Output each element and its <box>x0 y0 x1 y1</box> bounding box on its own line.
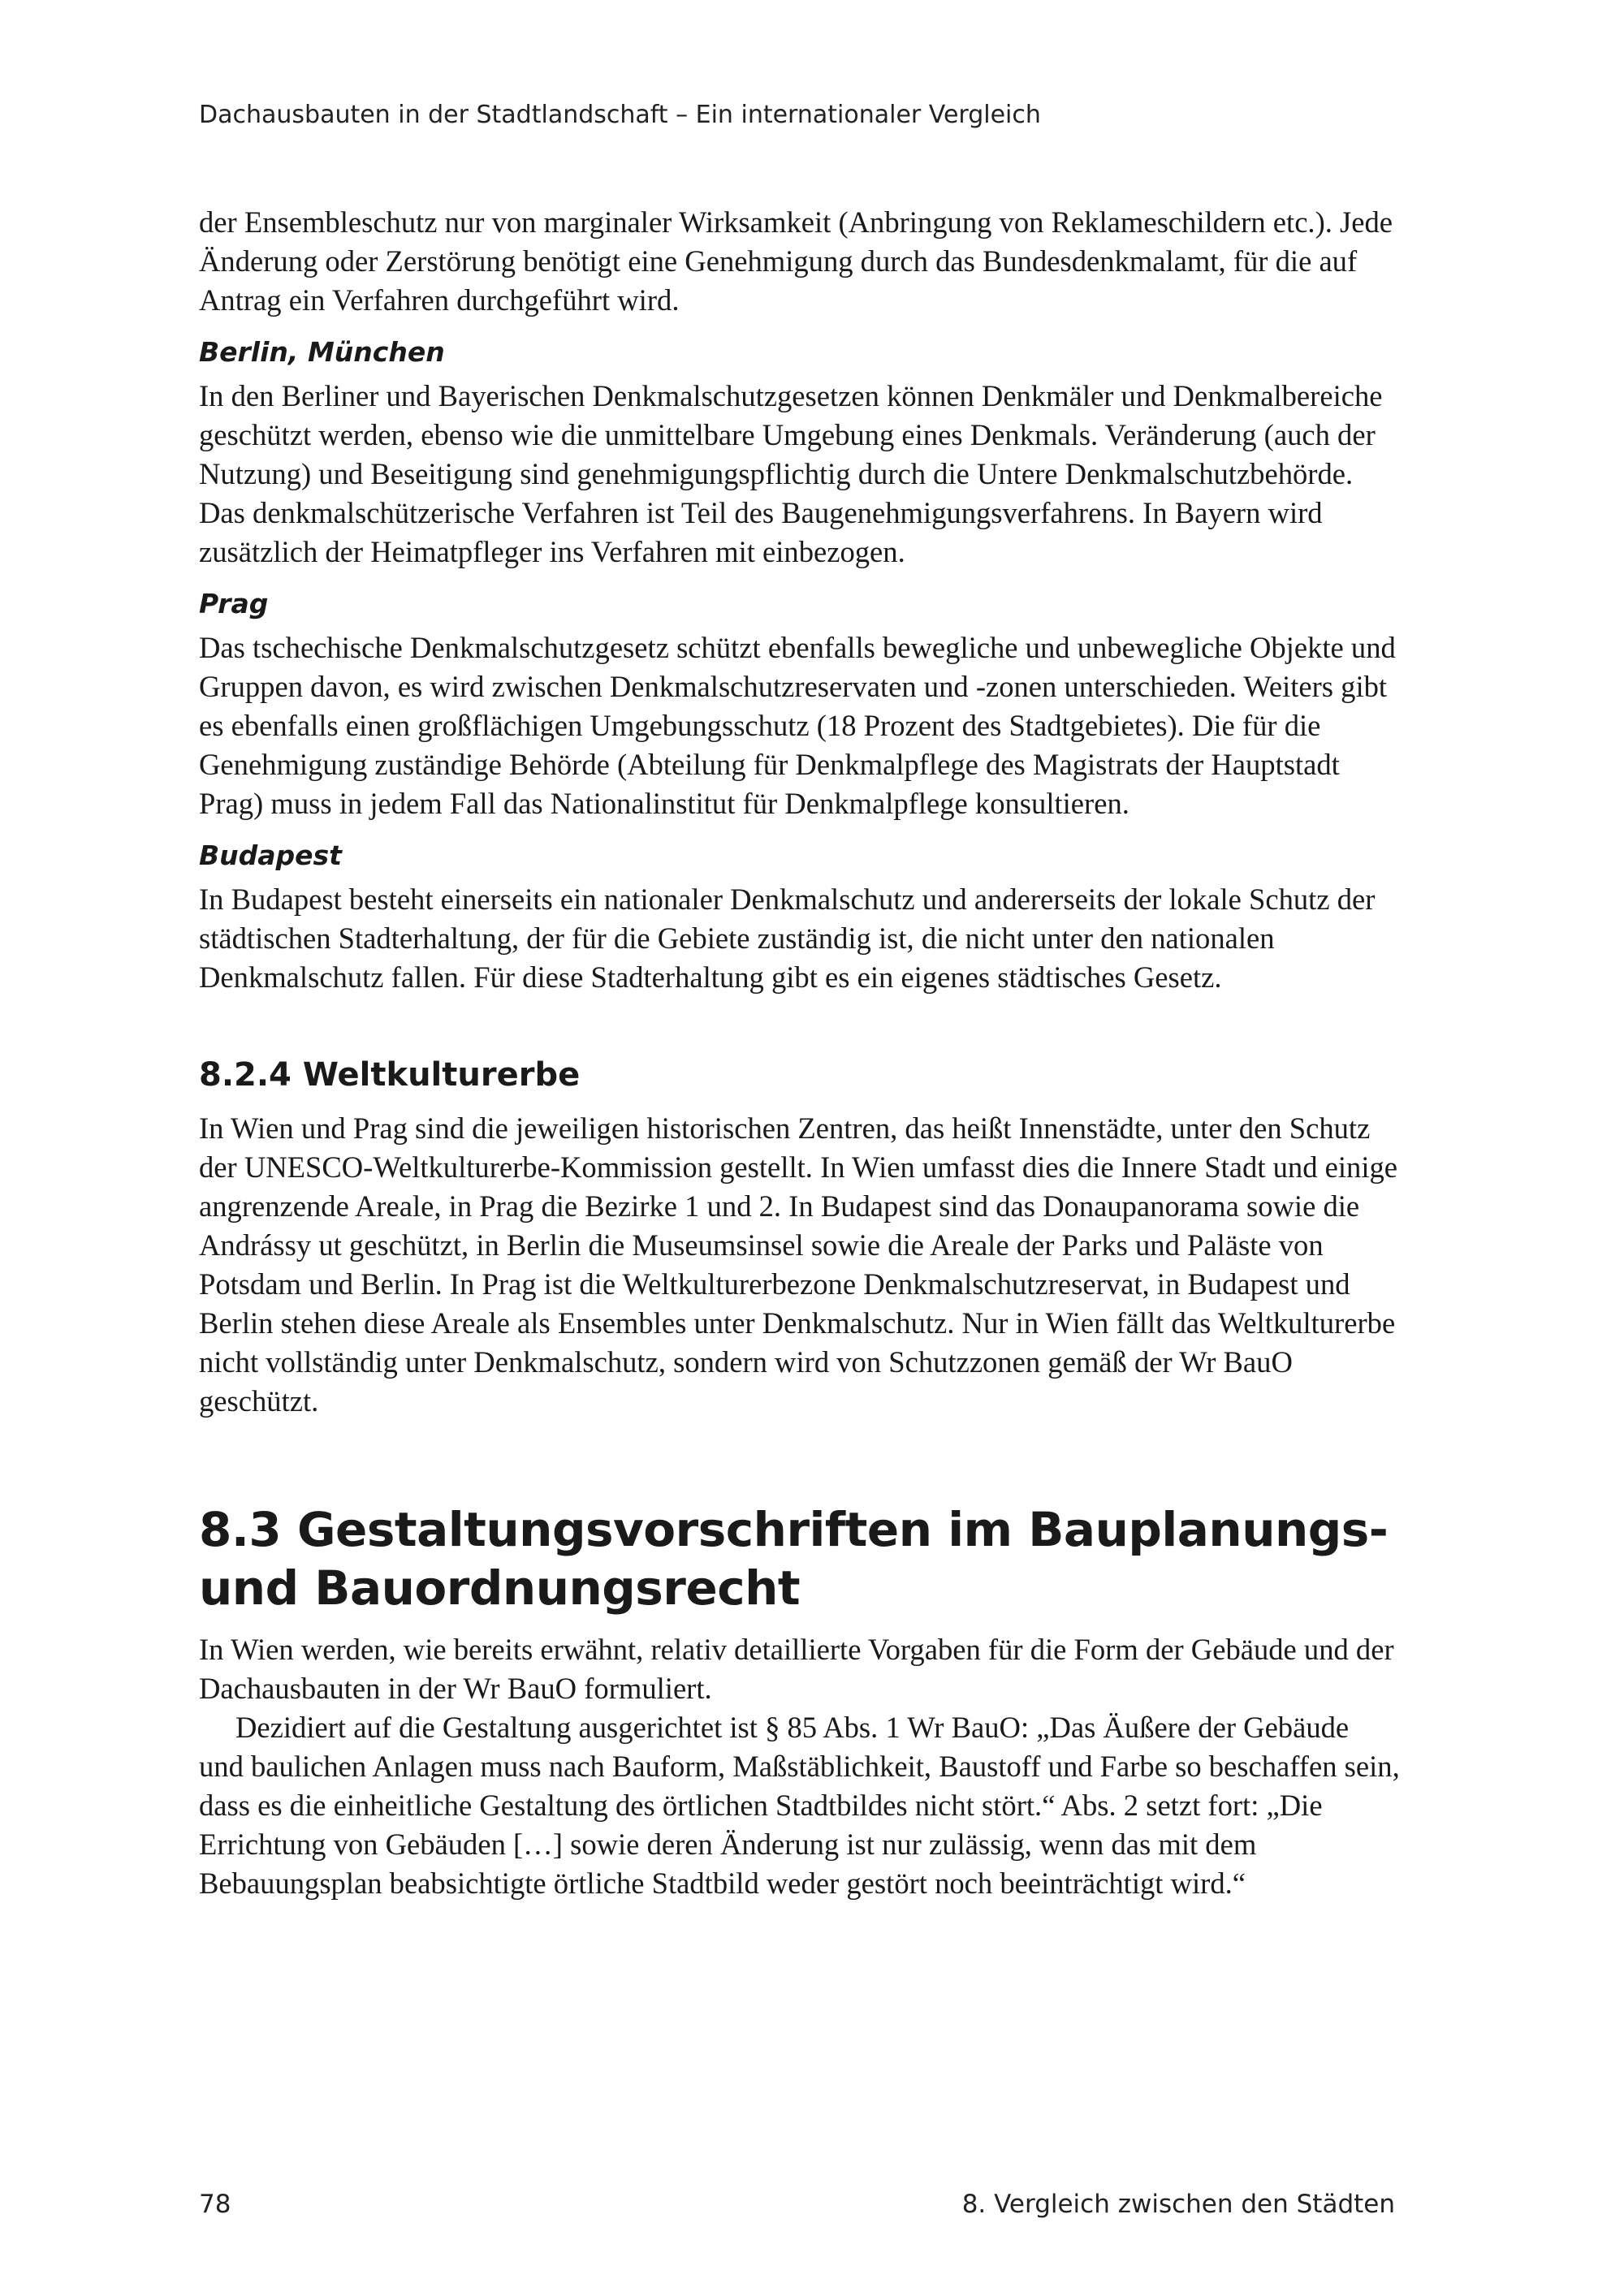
page-body <box>199 203 1401 1903</box>
subheading-budapest: Budapest <box>199 839 342 871</box>
paragraph-berlin-muenchen: In den Berliner und Bayerischen Denkmalschutzgesetzen können Denkmäler und Denkmalbereiche geschützt werden, ebenso wie die unmittelbare Umgebung eines Denkmals. Veränderung (auch der Nutzung) und Beseitigung sind genehmigungspflichtig durch die Untere Denkmalschutzbehörde. Das denkmalschützerische Verfahren ist Teil des Baugenehmigungsverfahrens. In Bayern wird zusätzlich der Heimatpfleger ins Verfahren mit einbezogen. <box>199 379 1383 568</box>
paragraph-weltkulturerbe: In Wien und Prag sind die jeweiligen historischen Zentren, das heißt Innenstädte, unter den Schutz der UNESCO-Weltkulturerbe-Kommission gestellt. In Wien umfasst dies die Innere Stadt und einige angrenzende Areale, in Prag die Bezirke 1 und 2. In Budapest sind das Donaupanorama sowie die Andrássy ut geschützt, in Berlin die Museumsinsel sowie die Areale der Parks und Paläste von Potsdam und Berlin. In Prag ist die Weltkulturerbezone Denkmalschutzreservat, in Budapest und Berlin stehen diese Areale als Ensembles unter Denkmalschutz. Nur in Wien fällt das Weltkulturerbe nicht vollständig unter Denkmalschutz, sondern wird von Schutzzonen gemäß der Wr BauO geschützt. <box>199 1111 1398 1418</box>
section-heading-8-3: 8.3 Gestaltungsvorschriften im Bauplanungs- und Bauordnungsrecht <box>199 1502 1389 1616</box>
running-header: Dachausbauten in der Stadtlandschaft – Ein internationaler Vergleich <box>199 101 1041 129</box>
section-heading-8-2-4: 8.2.4 Weltkulturerbe <box>199 1056 581 1094</box>
paragraph-budapest: In Budapest besteht einerseits ein nationaler Denkmalschutz und andererseits der lokale Schutz der städtischen Stadterhaltung, der für die Gebiete zuständig ist, die nicht unter den nationalen Denkmalschutz fallen. Für diese Stadterhaltung gibt es ein eigenes städtisches Gesetz. <box>199 883 1376 994</box>
page-number: 78 <box>199 2190 231 2219</box>
subheading-berlin-muenchen: Berlin, München <box>199 336 445 368</box>
intro-paragraph: der Ensembleschutz nur von marginaler Wirksamkeit (Anbringung von Reklameschildern etc.). Jede Änderung oder Zerstörung benötigt eine Genehmigung durch das Bundesdenkmalamt, für die auf Antrag ein Verfahren durchgeführt wird. <box>199 205 1393 317</box>
footer-chapter-title: 8. Vergleich zwischen den Städten <box>961 2190 1395 2219</box>
subheading-prag: Prag <box>199 588 269 619</box>
paragraph-gestaltung-2: Dezidiert auf die Gestaltung ausgerichtet ist § 85 Abs. 1 Wr BauO: „Das Äußere der Gebäude und baulichen Anlagen muss nach Bauform, Maßstäblichkeit, Baustoff und Farbe so beschaffen sein, dass es die einheitliche Gestaltung des örtlichen Stadtbildes nicht stört.“ Abs. 2 setzt fort: „Die Errichtung von Gebäuden […] sowie deren Änderung ist nur zulässig, wenn das mit dem Bebauungsplan beabsichtigte örtliche Stadtbild weder gestört noch beeinträchtigt wird.“ <box>199 1711 1400 1900</box>
paragraph-prag: Das tschechische Denkmalschutzgesetz schützt ebenfalls bewegliche und unbewegliche Objekte und Gruppen davon, es wird zwischen Denkmalschutzreservaten und -zonen unterschieden. Weiters gibt es ebenfalls einen großflächigen Umgebungsschutz (18 Prozent des Stadtgebietes). Die für die Genehmigung zuständige Behörde (Abteilung für Denkmalpflege des Magistrats der Hauptstadt Prag) muss in jedem Fall das Nationalinstitut für Denkmalpflege konsultieren. <box>199 631 1396 820</box>
paragraph-gestaltung-1: In Wien werden, wie bereits erwähnt, relativ detaillierte Vorgaben für die Form der Gebäude und der Dachausbauten in der Wr BauO formuliert. <box>199 1633 1394 1705</box>
